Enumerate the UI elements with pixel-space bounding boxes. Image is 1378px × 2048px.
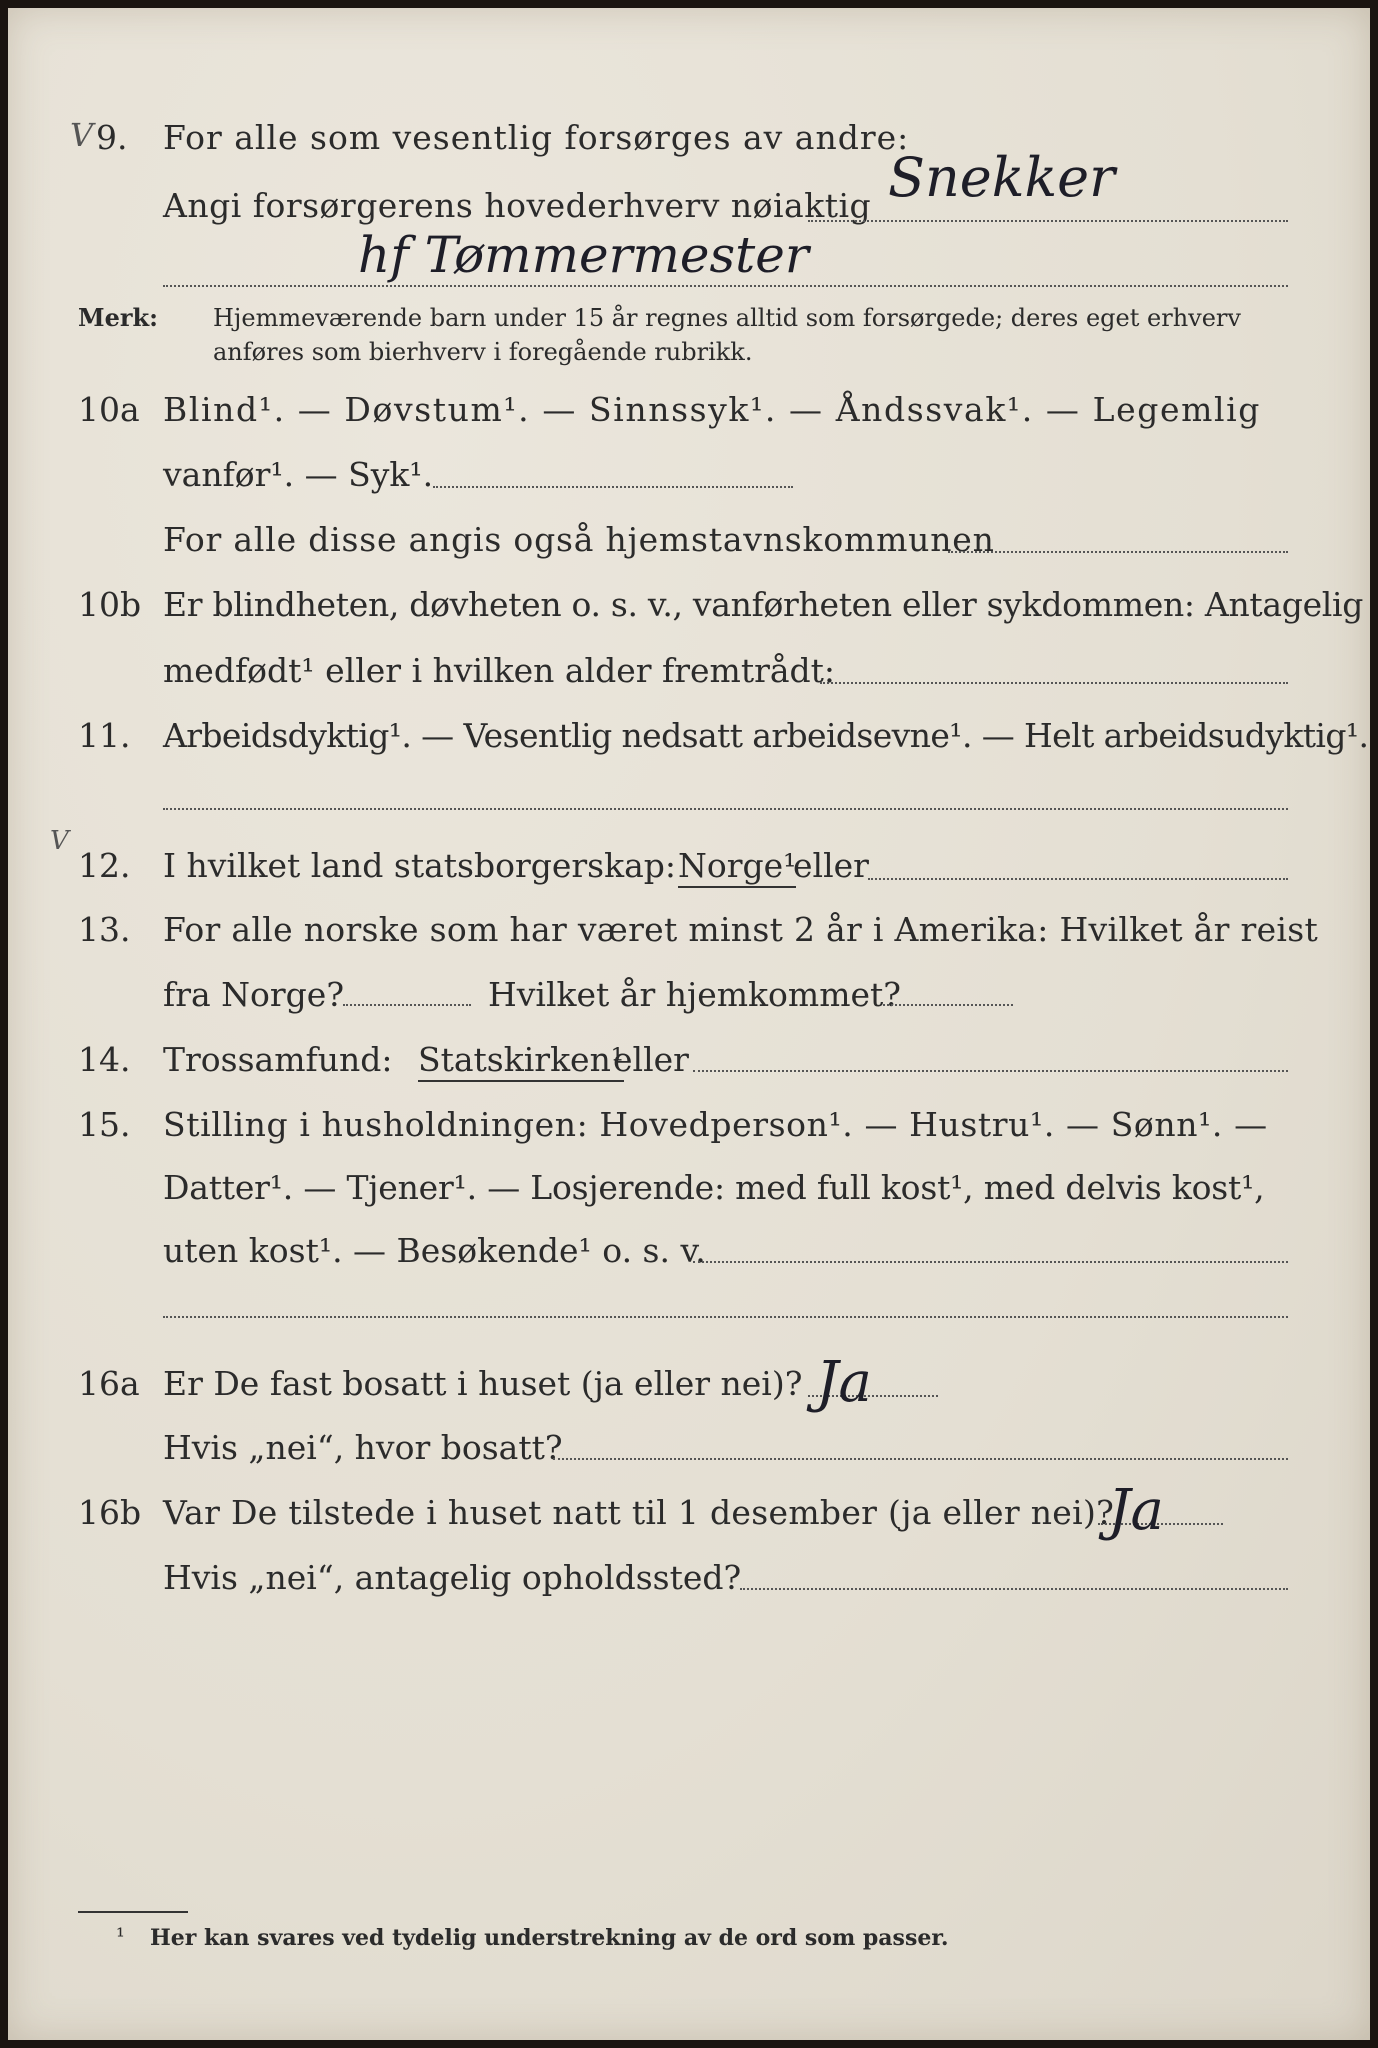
question-number: 14. [78,1040,131,1079]
answer-line [163,808,1288,810]
selected-option-statskirken: Statskirken¹ [418,1040,624,1082]
footnote-mark: ¹ [116,1925,125,1950]
answer-line [163,285,1288,287]
question-number: 16b [78,1493,142,1532]
question-text: Var De tilstede i huset natt til 1 desember (ja eller nei)? [163,1493,1115,1532]
question-text: Blind¹. — Døvstum¹. — Sinnssyk¹. — Åndssvak¹. — Legemlig [163,390,1262,429]
question-text: Hvis „nei“, antagelig opholdssted? [163,1558,742,1597]
note-label: Merk: [78,303,158,332]
question-text: Arbeidsdyktig¹. — Vesentlig nedsatt arbeidsevne¹. — Helt arbeidsudyktig¹. [163,716,1369,755]
selected-option-norge: Norge¹ [678,846,796,888]
answer-line [433,486,793,488]
answer-line [948,551,1288,553]
check-mark-q12: V [50,826,69,856]
question-number: 10a [78,390,140,429]
question-text: eller [793,846,869,885]
question-text: For alle norske som har været minst 2 år i Amerika: Hvilket år reist [163,910,1319,949]
answer-line [868,878,1288,880]
note-text: Hjemmeværende barn under 15 år regnes alltid som forsørgede; deres eget erhverv [213,304,1241,332]
question-number: 9. [96,118,128,157]
question-text: I hvilket land statsborgerskap: [163,846,677,885]
answer-line [740,1588,1288,1590]
question-text: eller [613,1040,689,1079]
handwritten-answer-16b: Ja [1108,1478,1164,1543]
handwritten-answer-occupation: Snekker [888,146,1115,209]
question-number: 12. [78,846,131,885]
question-text: vanfør¹. — Syk¹. [163,455,434,494]
question-text: fra Norge? [163,975,345,1014]
footnote-rule [78,1911,188,1913]
question-number: 16a [78,1364,140,1403]
answer-line [343,1004,471,1006]
answer-line [808,220,1288,222]
answer-line [693,1070,1288,1072]
note-text: anføres som bierhverv i foregående rubrikk. [213,338,753,366]
answer-line [693,1261,1288,1263]
check-mark-q9: V [70,116,94,154]
question-text: medfødt¹ eller i hvilken alder fremtrådt: [163,651,836,690]
answer-line [883,1004,1013,1006]
question-text: Datter¹. — Tjener¹. — Losjerende: med full kost¹, med delvis kost¹, [163,1168,1265,1207]
handwritten-answer-occupation-2: hf Tømmermester [358,226,809,284]
question-number: 13. [78,910,131,949]
answer-line [163,1316,1288,1318]
question-text: For alle disse angis også hjemstavnskommunen [163,520,995,559]
question-text: Angi forsørgerens hovederhverv nøiaktig [163,186,872,225]
question-text: Hvis „nei“, hvor bosatt? [163,1428,563,1467]
question-text: Er De fast bosatt i huset (ja eller nei)? [163,1364,803,1403]
answer-line [553,1458,1288,1460]
question-number: 15. [78,1105,131,1144]
question-text: Er blindheten, døvheten o. s. v., vanførheten eller sykdommen: Antagelig [163,585,1364,624]
handwritten-answer-16a: Ja [816,1350,872,1415]
question-text: Stilling i husholdningen: Hovedperson¹. — Hustru¹. — Sønn¹. — [163,1105,1268,1144]
question-text: For alle som vesentlig forsørges av andre: [163,118,910,157]
question-text: Trossamfund: [163,1040,393,1079]
question-number: 10b [78,585,142,624]
answer-line [820,682,1288,684]
question-text: uten kost¹. — Besøkende¹ o. s. v. [163,1231,706,1270]
question-text: Hvilket år hjemkommet? [488,975,901,1014]
census-form-page [8,8,1370,2040]
question-number: 11. [78,716,131,755]
footnote-text: Her kan svares ved tydelig understrekning av de ord som passer. [150,1925,949,1951]
